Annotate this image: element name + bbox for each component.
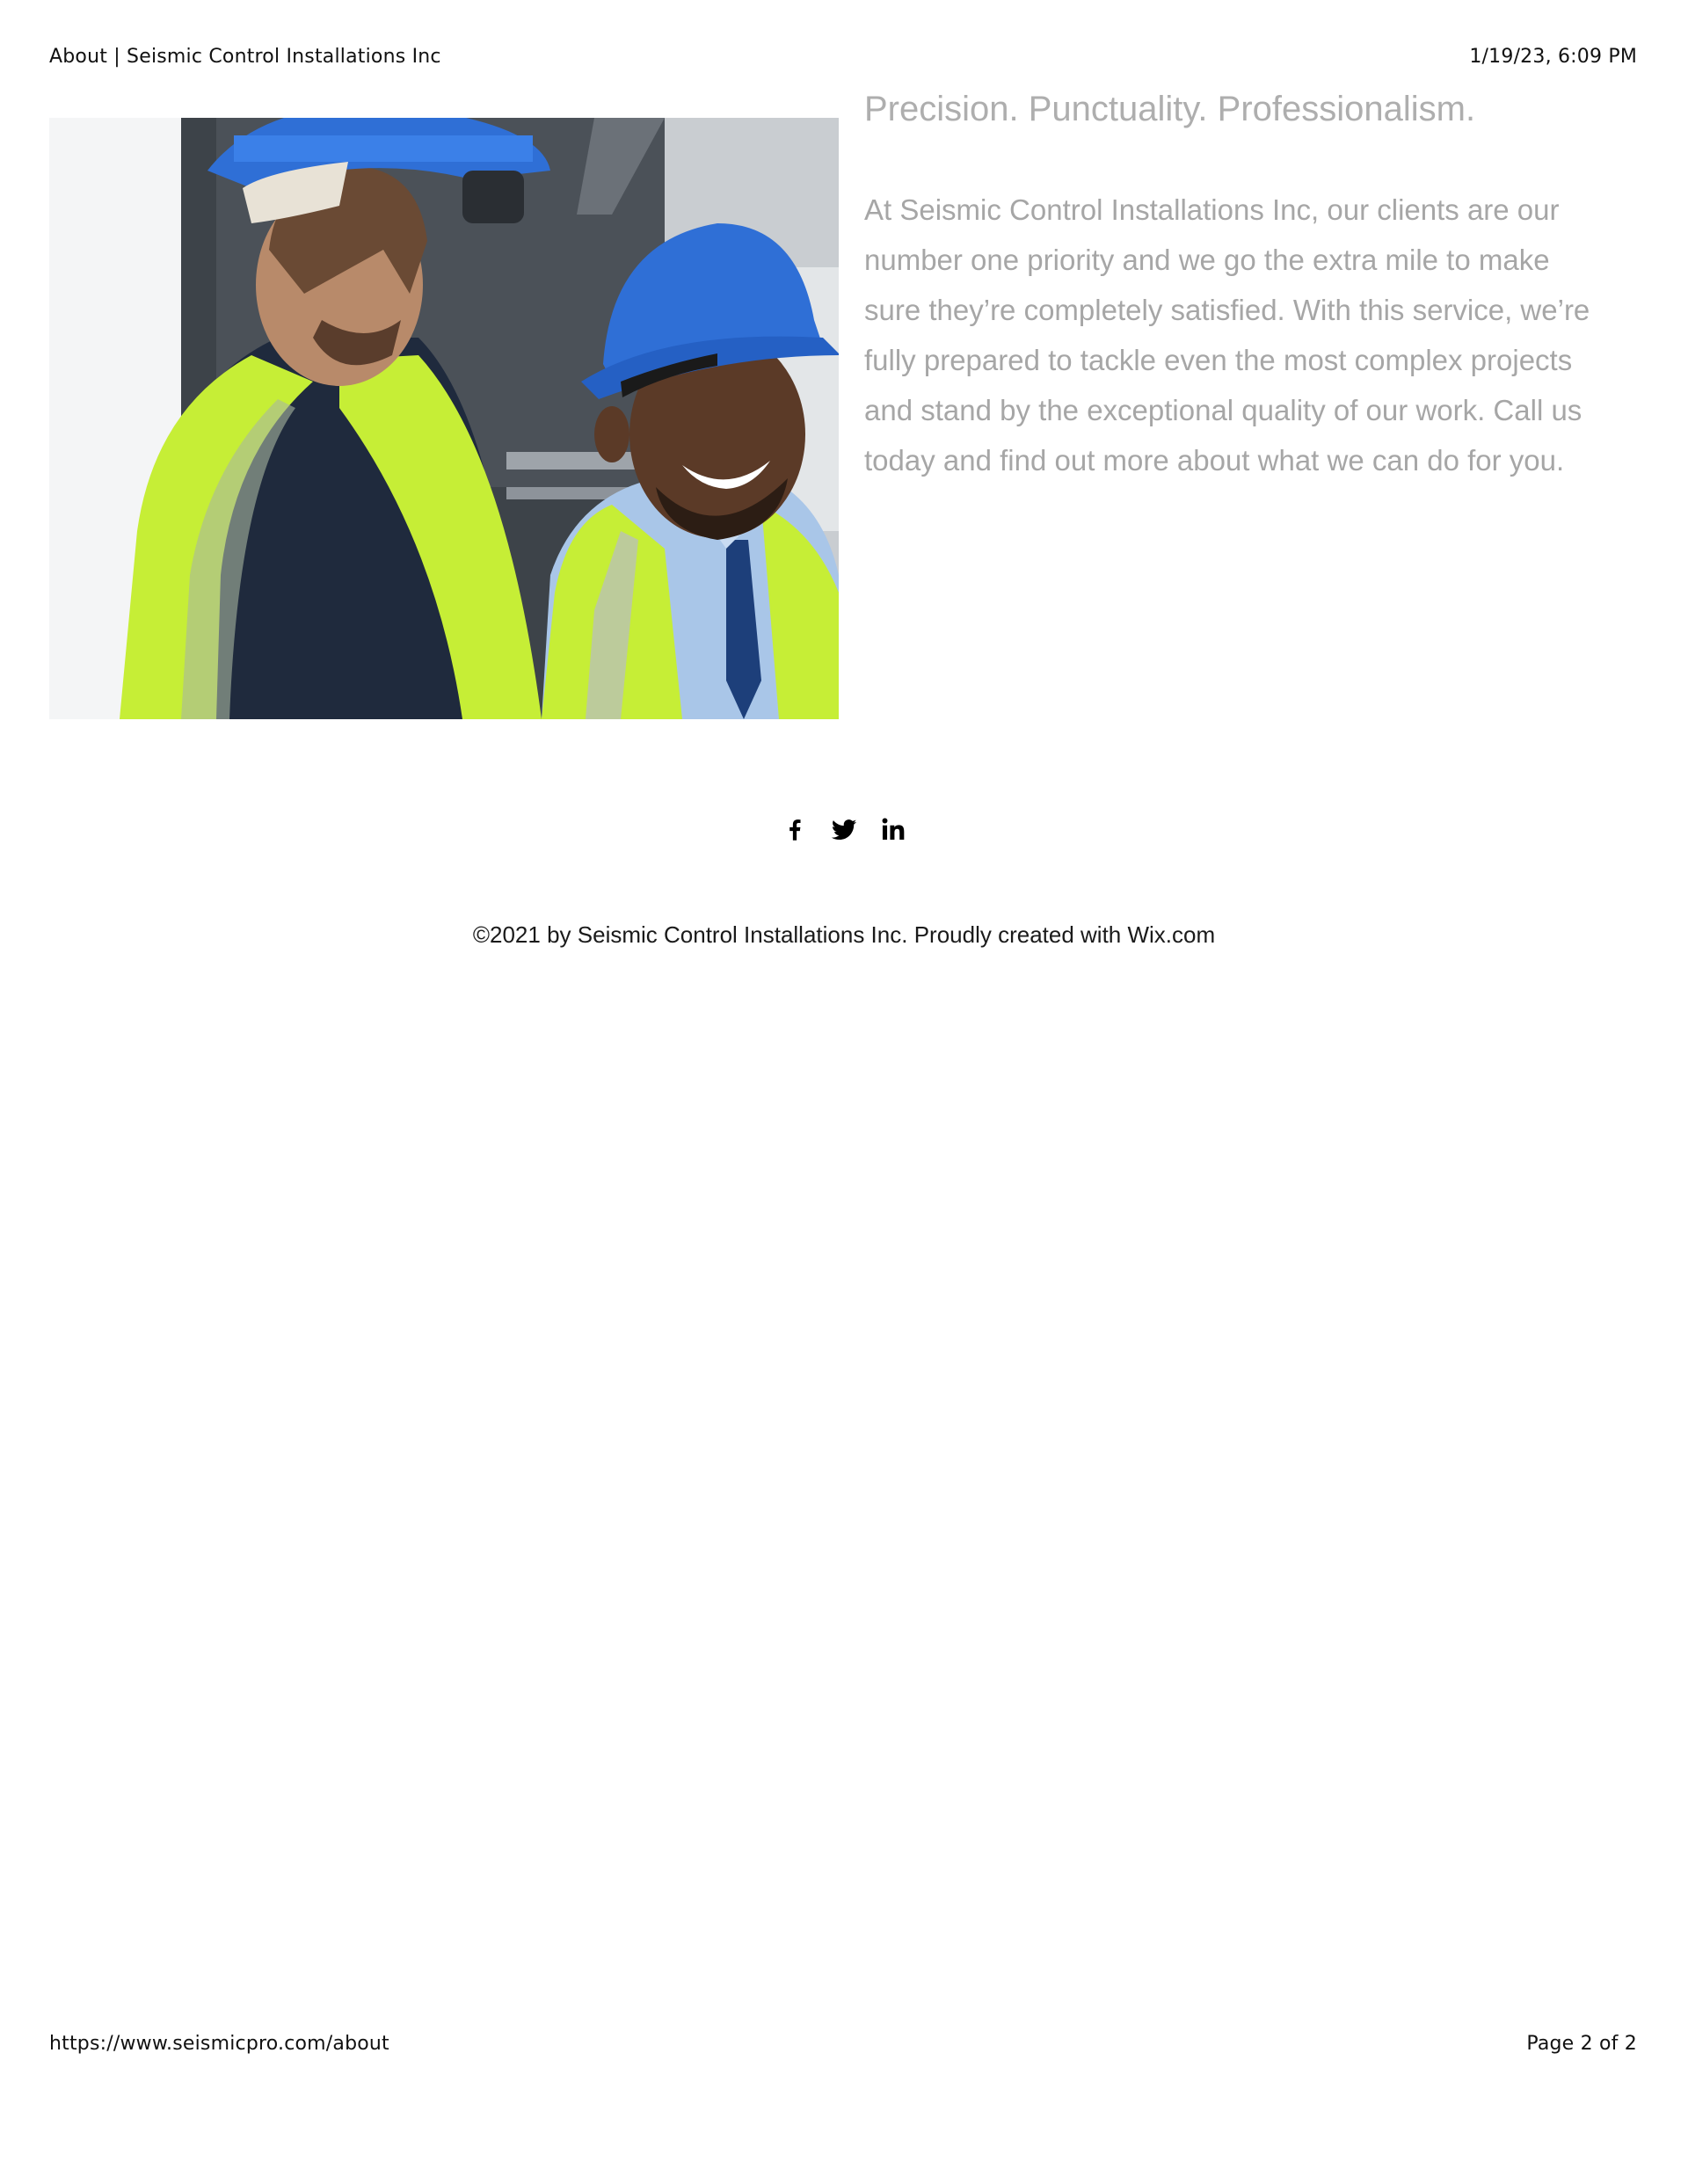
print-footer [49, 2033, 1637, 2055]
about-heading [864, 84, 1612, 128]
print-page-title: About | Seismic Control Installations Inc [49, 46, 441, 68]
print-datetime: 1/19/23, 6:09 PM [1469, 46, 1637, 68]
about-heading-text: Precision. Punctuality. Professionalism. [864, 90, 1476, 128]
print-url: https://www.seismicpro.com/about [49, 2033, 389, 2055]
twitter-icon[interactable] [829, 814, 859, 844]
print-header [49, 46, 1637, 68]
about-paragraph: At Seismic Control Installations Inc, our clients are our number one priority and we go the extra mile to make sure they’re completely satisfied. With this service, we’re fully prepared to tackle even the most complex projects and stand by the exceptional quality of our work. Call us today and find out more about what we can do for you. [864, 193, 1590, 477]
print-page-number: Page 2 of 2 [1526, 2033, 1637, 2055]
construction-workers-photo [49, 118, 839, 719]
social-bar [0, 814, 1688, 844]
facebook-icon[interactable] [780, 814, 810, 844]
copyright-text: ©2021 by Seismic Control Installations Inc. Proudly created with Wix.com [472, 921, 1216, 948]
linkedin-icon[interactable] [878, 814, 908, 844]
